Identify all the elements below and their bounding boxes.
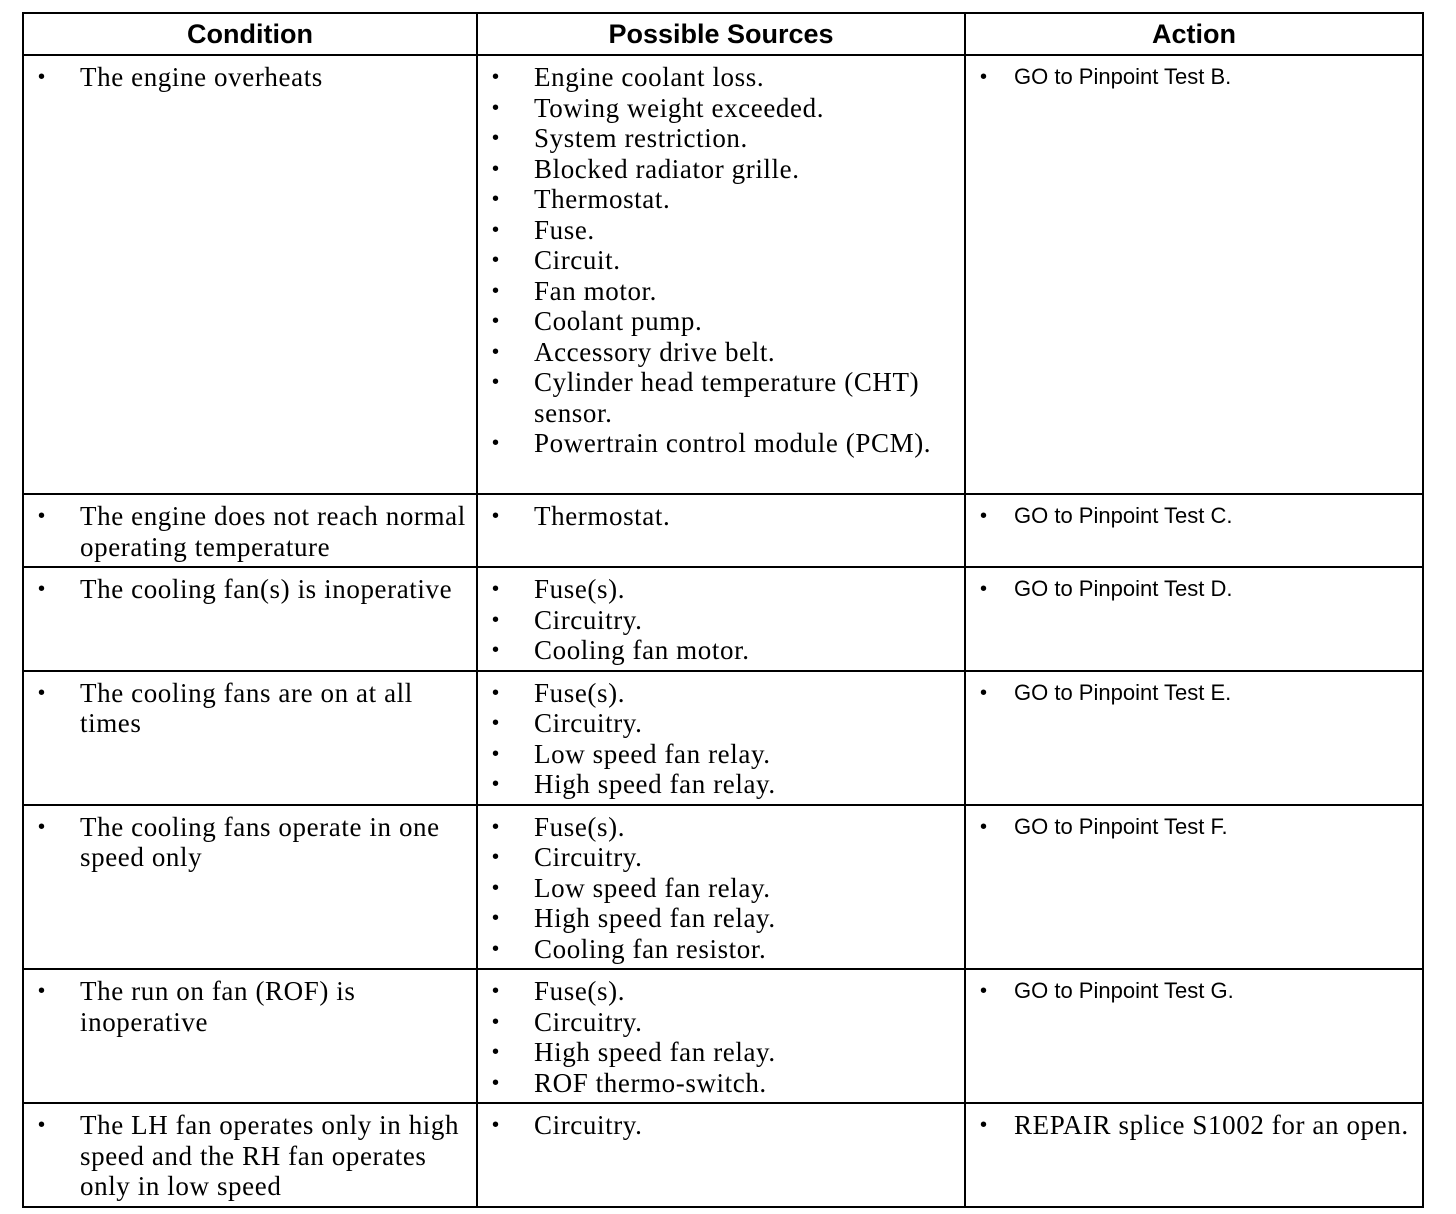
list-item xyxy=(486,215,956,246)
action-text: GO to Pinpoint Test B. xyxy=(1014,64,1232,89)
diagnostic-table-container xyxy=(22,12,1422,1208)
condition-text: The LH fan operates only in high speed and the RH fan operates only in low speed xyxy=(80,1110,460,1201)
bullet-icon: • xyxy=(38,681,46,704)
sources-list xyxy=(486,812,956,965)
list-item xyxy=(486,769,956,800)
sources-cell xyxy=(477,969,965,1103)
condition-text: The cooling fans are on at all times xyxy=(80,677,413,738)
list-item xyxy=(486,184,956,215)
bullet-icon: • xyxy=(492,608,500,631)
condition-cell xyxy=(23,969,477,1103)
bullet-icon: • xyxy=(492,188,500,210)
sources-cell xyxy=(477,494,965,567)
source-text: Blocked radiator grille. xyxy=(534,153,800,184)
action-text: REPAIR splice S1002 for an open. xyxy=(1014,1110,1409,1140)
action-text: GO to Pinpoint Test G. xyxy=(1014,978,1234,1003)
source-text: Circuitry. xyxy=(534,842,643,872)
condition-cell xyxy=(23,1103,477,1207)
bullet-icon: • xyxy=(492,310,500,332)
condition-cell xyxy=(23,805,477,970)
source-text: Circuit. xyxy=(534,245,621,275)
action-text: GO to Pinpoint Test C. xyxy=(1014,503,1233,528)
list-item xyxy=(486,739,956,770)
list-item xyxy=(486,708,956,739)
list-item xyxy=(486,873,956,904)
list-item xyxy=(486,605,956,636)
bullet-icon: • xyxy=(38,980,46,1002)
list-item xyxy=(486,154,956,185)
condition-cell xyxy=(23,567,477,671)
sources-cell xyxy=(477,1103,965,1207)
bullet-icon: • xyxy=(492,1041,500,1063)
source-text: Circuitry. xyxy=(534,708,643,738)
table-body xyxy=(23,55,1423,1207)
bullet-icon: • xyxy=(492,578,500,600)
bullet-icon: • xyxy=(492,279,500,302)
action-text: GO to Pinpoint Test D. xyxy=(1014,576,1233,601)
condition-cell xyxy=(23,671,477,805)
header-possible-sources: Possible Sources xyxy=(477,13,965,55)
sources-list xyxy=(486,1110,956,1141)
bullet-icon: • xyxy=(492,371,500,393)
bullet-icon: • xyxy=(492,1114,500,1136)
list-item xyxy=(486,678,956,709)
bullet-icon: • xyxy=(492,980,500,1002)
source-text: Circuitry. xyxy=(534,1110,643,1140)
bullet-icon: • xyxy=(492,1071,500,1094)
bullet-icon: • xyxy=(492,505,500,527)
table-row xyxy=(23,671,1423,805)
table-row xyxy=(23,55,1423,494)
bullet-icon: • xyxy=(492,712,500,734)
source-text: Circuitry. xyxy=(534,1006,643,1037)
list-item xyxy=(486,93,956,124)
condition-cell xyxy=(23,55,477,494)
source-text: Fuse(s). xyxy=(534,811,626,842)
bullet-icon: • xyxy=(492,876,500,899)
bullet-icon: • xyxy=(492,742,500,765)
symptom-chart-table xyxy=(22,12,1424,1208)
bullet-icon: • xyxy=(980,980,988,1002)
bullet-icon: • xyxy=(492,846,500,868)
action-cell xyxy=(965,671,1423,805)
table-row xyxy=(23,567,1423,671)
header-action: Action xyxy=(965,13,1423,55)
condition-cell xyxy=(23,494,477,567)
source-text: Fuse(s). xyxy=(534,574,626,604)
source-text: Circuitry. xyxy=(534,604,643,635)
source-text: Low speed fan relay. xyxy=(534,738,771,769)
list-item xyxy=(486,1037,956,1068)
source-text: System restriction. xyxy=(534,123,748,153)
action-cell xyxy=(965,1103,1423,1207)
list-item xyxy=(486,1007,956,1038)
bullet-icon: • xyxy=(492,907,500,929)
condition-text: The engine does not reach normal operating temperature xyxy=(80,501,466,562)
action-text: GO to Pinpoint Test E. xyxy=(1014,679,1232,705)
bullet-icon: • xyxy=(492,249,500,271)
sources-list xyxy=(486,62,956,459)
source-text: Cooling fan motor. xyxy=(534,635,750,665)
bullet-icon: • xyxy=(38,66,46,88)
bullet-icon: • xyxy=(980,505,988,527)
action-cell xyxy=(965,494,1423,567)
list-item xyxy=(486,367,956,428)
bullet-icon: • xyxy=(492,432,500,454)
list-item xyxy=(486,1110,956,1141)
list-item xyxy=(486,245,956,276)
bullet-icon: • xyxy=(492,815,500,838)
sources-list xyxy=(486,976,956,1098)
list-item xyxy=(486,1068,956,1099)
action-cell xyxy=(965,969,1423,1103)
sources-cell xyxy=(477,805,965,970)
bullet-icon: • xyxy=(492,218,500,241)
list-item xyxy=(486,842,956,873)
table-row xyxy=(23,805,1423,970)
bullet-icon: • xyxy=(492,639,500,661)
bullet-icon: • xyxy=(492,1010,500,1033)
sources-list xyxy=(486,501,956,532)
source-text: Powertrain control module (PCM). xyxy=(534,428,932,458)
bullet-icon: • xyxy=(492,157,500,180)
source-text: High speed fan relay. xyxy=(534,1037,776,1067)
list-item xyxy=(486,903,956,934)
list-item xyxy=(486,934,956,965)
list-item xyxy=(486,635,956,666)
sources-cell xyxy=(477,567,965,671)
action-text: GO to Pinpoint Test F. xyxy=(1014,813,1228,839)
source-text: Fan motor. xyxy=(534,275,658,306)
action-cell xyxy=(965,567,1423,671)
action-cell xyxy=(965,55,1423,494)
source-text: Thermostat. xyxy=(534,184,671,214)
list-item xyxy=(486,306,956,337)
bullet-icon: • xyxy=(980,66,988,88)
header-row xyxy=(23,13,1423,55)
list-item xyxy=(486,337,956,368)
condition-text: The cooling fans operate in one speed only xyxy=(80,811,440,872)
condition-text: The engine overheats xyxy=(80,62,323,92)
bullet-icon: • xyxy=(980,681,988,704)
table-row xyxy=(23,1103,1423,1207)
bullet-icon: • xyxy=(492,937,500,960)
source-text: Fuse(s). xyxy=(534,976,626,1006)
list-item xyxy=(486,123,956,154)
source-text: Accessory drive belt. xyxy=(534,336,776,367)
source-text: Fuse. xyxy=(534,214,595,245)
source-text: Thermostat. xyxy=(534,501,671,531)
bullet-icon: • xyxy=(38,1114,46,1136)
list-item xyxy=(486,812,956,843)
bullet-icon: • xyxy=(38,815,46,838)
list-item xyxy=(486,428,956,459)
bullet-icon: • xyxy=(492,773,500,795)
sources-cell xyxy=(477,55,965,494)
source-text: Towing weight exceeded. xyxy=(534,92,825,123)
condition-text: The run on fan (ROF) is inoperative xyxy=(80,976,356,1037)
table-row xyxy=(23,494,1423,567)
source-text: High speed fan relay. xyxy=(534,903,776,933)
sources-list xyxy=(486,574,956,666)
bullet-icon: • xyxy=(980,578,988,600)
bullet-icon: • xyxy=(980,1114,988,1136)
sources-cell xyxy=(477,671,965,805)
sources-list xyxy=(486,678,956,800)
condition-text: The cooling fan(s) is inoperative xyxy=(80,574,453,604)
source-text: Cooling fan resistor. xyxy=(534,933,767,964)
source-text: High speed fan relay. xyxy=(534,769,776,799)
bullet-icon: • xyxy=(38,578,46,600)
source-text: Low speed fan relay. xyxy=(534,872,771,903)
bullet-icon: • xyxy=(980,815,988,838)
bullet-icon: • xyxy=(492,66,500,88)
list-item xyxy=(486,276,956,307)
source-text: Cylinder head temperature (CHT) sensor. xyxy=(534,367,920,428)
source-text: Fuse(s). xyxy=(534,677,626,708)
source-text: Engine coolant loss. xyxy=(534,62,765,92)
bullet-icon: • xyxy=(492,127,500,149)
table-row xyxy=(23,969,1423,1103)
source-text: Coolant pump. xyxy=(534,306,703,336)
bullet-icon: • xyxy=(492,681,500,704)
action-cell xyxy=(965,805,1423,970)
bullet-icon: • xyxy=(492,96,500,119)
bullet-icon: • xyxy=(38,505,46,527)
list-item xyxy=(486,976,956,1007)
header-condition: Condition xyxy=(23,13,477,55)
list-item xyxy=(486,574,956,605)
list-item xyxy=(486,501,956,532)
source-text: ROF thermo-switch. xyxy=(534,1067,767,1098)
list-item xyxy=(486,62,956,93)
bullet-icon: • xyxy=(492,340,500,363)
